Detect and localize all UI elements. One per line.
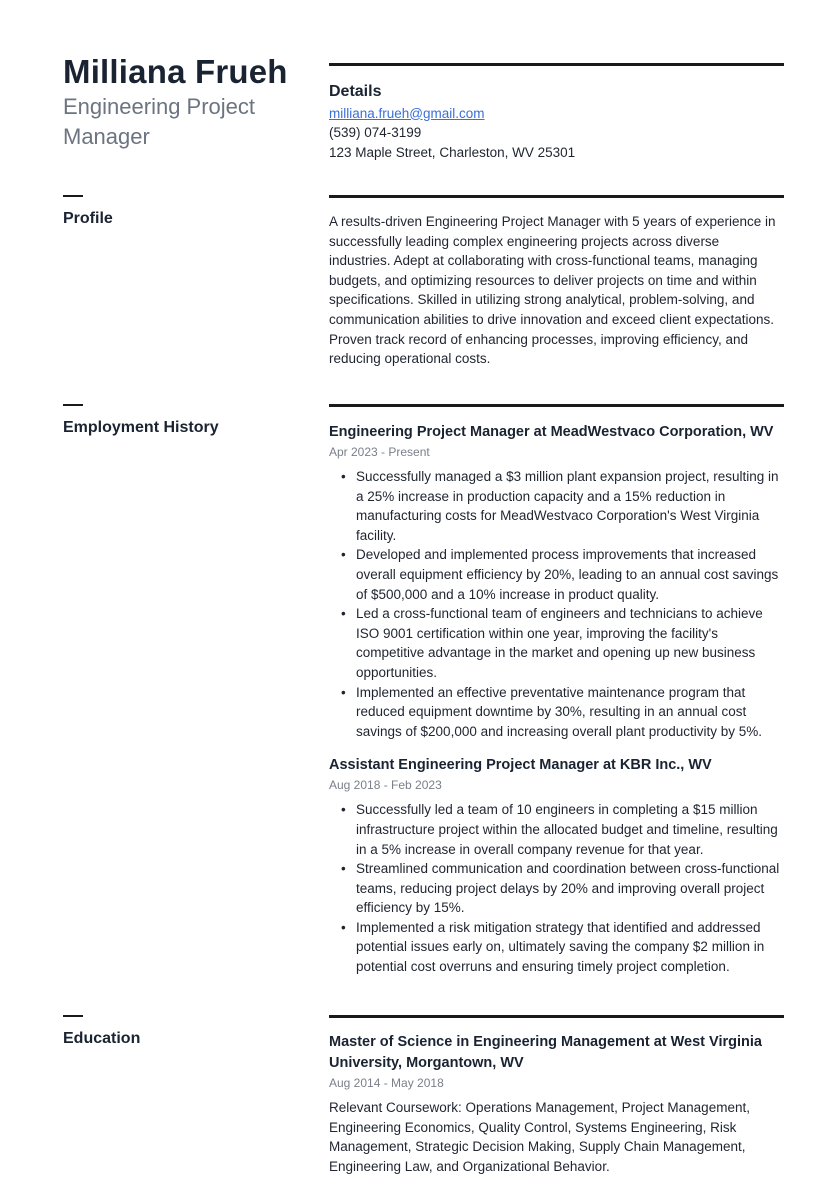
education-dash: [63, 1015, 83, 1017]
employment-divider: [329, 404, 784, 407]
job-title: Engineering Project Manager at MeadWestvaco Corporation, WV: [329, 424, 774, 440]
address: 123 Maple Street, Charleston, WV 25301: [329, 144, 576, 160]
bullet-item: • Successfully managed a $3 million plant expansion project, resulting in a 25% increase in production capacity and a 15% reduction in manufacturing costs for MeadWestvaco Corporation's West Virginia facility.: [329, 467, 784, 545]
profile-section: [329, 212, 784, 369]
education-text: Relevant Coursework: Operations Management, Project Management, Engineering Economics, Quality Control, Systems Engineering, Risk Management, Strategic Decision Making, Supply Chain Management, Engineering Law, and Organizational Behavior.: [329, 1100, 750, 1174]
degree-title: Master of Science in Engineering Management at West Virginia University, Morgantown, WV: [329, 1034, 762, 1071]
job-dates: Aug 2018 - Feb 2023: [329, 778, 442, 793]
bullet-item: • Streamlined communication and coordination between cross-functional teams, reducing project delays by 20% and improving overall project efficiency by 15%.: [329, 859, 784, 918]
employment-section: [329, 422, 784, 977]
candidate-title: Engineering Project Manager: [63, 94, 256, 149]
job-entry: [329, 755, 784, 976]
job-title: Assistant Engineering Project Manager at KBR Inc., WV: [329, 757, 712, 774]
bullet-item: • Developed and implemented process improvements that increased overall equipment efficiency by 20%, leading to an annual cost savings of $500,000 and a 10% increase in product quality.: [329, 545, 784, 604]
education-label: Education: [63, 1030, 141, 1047]
education-dates: Aug 2014 - May 2018: [329, 1076, 444, 1090]
details-heading: Details: [329, 83, 382, 100]
employment-label: Employment History: [63, 419, 219, 436]
education-divider: [329, 1015, 784, 1018]
bullet-item: • Implemented a risk mitigation strategy that identified and addressed potential issues early on, ultimately saving the company $2 million in potential cost overruns and ensuring timely project completion.: [329, 918, 784, 977]
job-bullets: [329, 800, 784, 976]
profile-divider: [329, 195, 784, 198]
bullet-item: • Led a cross-functional team of engineers and technicians to achieve ISO 9001 certification within one year, improving the facility's competitive advantage in the market and opening up new business opportunities.: [329, 604, 784, 682]
profile-label: Profile: [63, 210, 113, 227]
job-entry: [329, 422, 784, 741]
education-section: [329, 1032, 784, 1176]
profile-text: A results-driven Engineering Project Manager with 5 years of experience in successfully leading complex engineering projects across diverse industries. Adept at collaborating with cross-functional teams, managing budgets, and optimizing resources to deliver projects on time and within specifications. Skilled in utilizing strong analytical, problem-solving, and communication abilities to drive innovation and exceed client expectations. Proven track record of enhancing processes, improving efficiency, and reducing operational costs.: [329, 214, 776, 367]
candidate-name: Milliana Frueh: [63, 53, 288, 90]
profile-dash: [63, 195, 83, 197]
phone-number: (539) 074-3199: [329, 125, 422, 141]
job-bullets: [329, 467, 784, 741]
details-section: [329, 82, 784, 162]
email-link[interactable]: milliana.frueh@gmail.com: [329, 105, 485, 121]
employment-dash: [63, 404, 83, 406]
job-dates: Apr 2023 - Present: [329, 445, 430, 459]
bullet-item: • Implemented an effective preventative maintenance program that reduced equipment downtime by 30%, resulting in an annual cost savings of $200,000 and increasing overall plant productivity by 5%.: [329, 683, 784, 742]
details-divider: [329, 63, 784, 66]
bullet-item: • Successfully led a team of 10 engineers in completing a $15 million infrastructure project within the allocated budget and timeline, resulting in a 5% increase in overall company revenue for that year.: [329, 800, 784, 859]
